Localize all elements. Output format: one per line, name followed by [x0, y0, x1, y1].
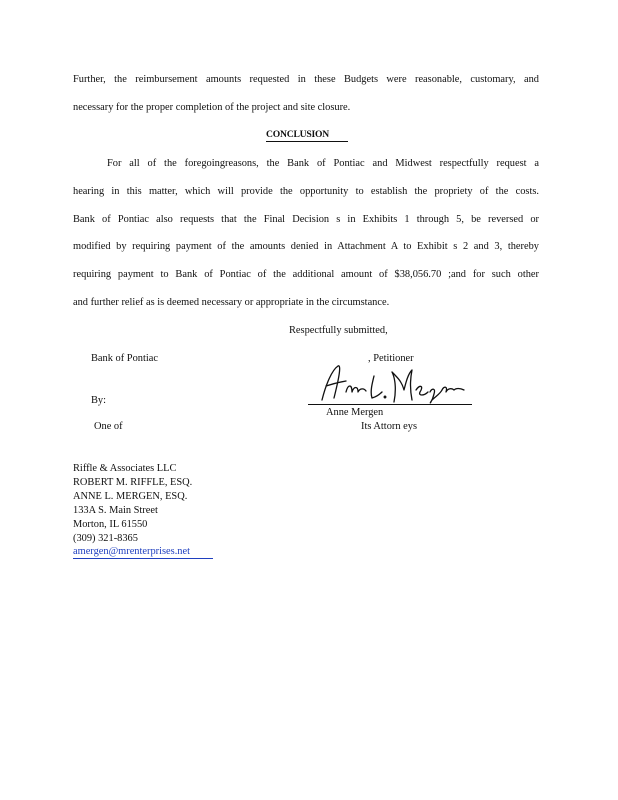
- attorney-2: ANNE L. MERGEN, ESQ.: [73, 491, 188, 502]
- by-label: By:: [91, 395, 107, 406]
- firm-name: Riffle & Associates LLC: [73, 463, 177, 474]
- conclusion-line-4: modified by requiring payment of the amounts denied in Attachment A to Exhibit s 2 and 3, thereby: [73, 241, 539, 252]
- heading-underline: [266, 141, 348, 142]
- intro-line-1: Further, the reimbursement amounts requested in these Budgets were reasonable, customary, and: [73, 74, 539, 85]
- conclusion-line-3: Bank of Pontiac also requests that the Final Decision s in Exhibits 1 through 5, be reversed or: [73, 214, 539, 225]
- attorney-1: ROBERT M. RIFFLE, ESQ.: [73, 477, 193, 488]
- conclusion-heading: CONCLUSION: [266, 129, 330, 140]
- handwritten-signature: [316, 362, 476, 406]
- conclusion-line-6: and further relief as is deemed necessary or appropriate in the circumstance.: [73, 297, 390, 308]
- email-underline: [73, 558, 213, 559]
- conclusion-line-1: For all of the foregoingreasons, the Bank of Pontiac and Midwest respectfully request a: [107, 158, 539, 169]
- its-attorneys-label: Its Attorn eys: [361, 421, 417, 432]
- signature-line: [308, 404, 472, 405]
- one-of-label: One of: [94, 421, 123, 432]
- party-role: , Petitioner: [368, 353, 414, 364]
- signer-name: Anne Mergen: [326, 407, 384, 418]
- party-name: Bank of Pontiac: [91, 353, 158, 364]
- closing-text: Respectfully submitted,: [289, 325, 388, 336]
- intro-line-2: necessary for the proper completion of the project and site closure.: [73, 102, 351, 113]
- phone-number: (309) 321-8365: [73, 533, 138, 544]
- conclusion-line-2: hearing in this matter, which will provide the opportunity to establish the propriety of the costs.: [73, 186, 539, 197]
- email-link[interactable]: amergen@mrenterprises.net: [73, 546, 190, 557]
- street-address: 133A S. Main Street: [73, 505, 158, 516]
- conclusion-line-5: requiring payment to Bank of Pontiac of the additional amount of $38,056.70 ;and for such other: [73, 269, 539, 280]
- city-state-zip: Morton, IL 61550: [73, 519, 148, 530]
